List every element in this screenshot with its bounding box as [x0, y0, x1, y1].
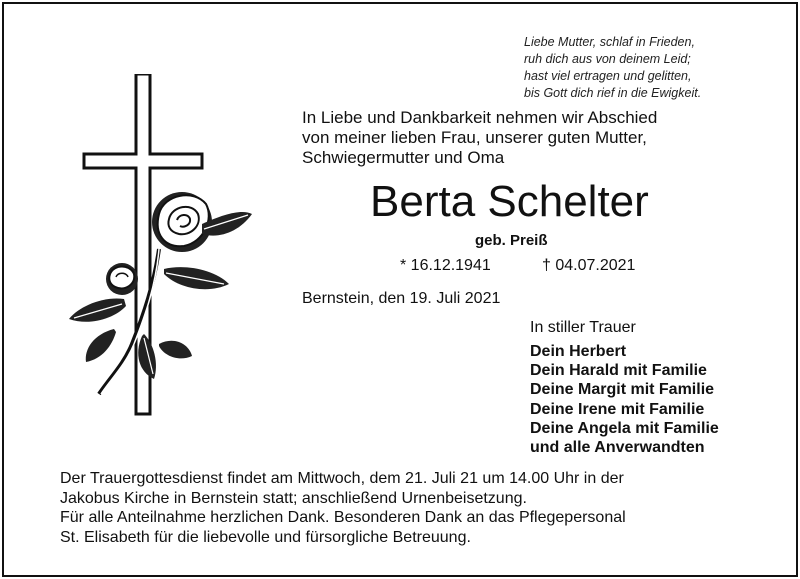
- death-date: † 04.07.2021: [542, 257, 636, 274]
- mourners-list: [530, 342, 719, 457]
- footer-line: Jakobus Kirche in Bernstein statt; anschließend Urnenbeisetzung.: [60, 489, 527, 507]
- farewell-line: Schwiegermutter und Oma: [302, 148, 505, 167]
- cross-with-rose-illustration: [64, 74, 254, 424]
- mourning-label: In stiller Trauer: [530, 319, 636, 336]
- mourner-name: und alle Anverwandten: [530, 439, 705, 457]
- footer-line: St. Elisabeth für die liebevolle und fürsorgliche Betreuung.: [60, 528, 471, 546]
- deceased-name: Berta Schelter: [370, 177, 649, 226]
- mourner-name: Deine Angela mit Familie: [530, 419, 719, 437]
- farewell-text: [302, 108, 722, 168]
- poem-line: bis Gott dich rief in die Ewigkeit.: [524, 86, 702, 100]
- poem-line: hast viel ertragen und gelitten,: [524, 69, 692, 83]
- obituary-notice: [2, 2, 798, 577]
- mourner-name: Deine Margit mit Familie: [530, 381, 715, 399]
- farewell-line: In Liebe und Dankbarkeit nehmen wir Abschied: [302, 108, 658, 127]
- mourner-name: Deine Irene mit Familie: [530, 400, 705, 418]
- maiden-name: geb. Preiß: [475, 232, 548, 249]
- poem: [524, 34, 789, 102]
- mourner-name: Dein Harald mit Familie: [530, 362, 707, 380]
- place-and-date: Bernstein, den 19. Juli 2021: [302, 290, 501, 307]
- poem-line: Liebe Mutter, schlaf in Frieden,: [524, 35, 695, 49]
- footer-line: Der Trauergottesdienst findet am Mittwoch, dem 21. Juli 21 um 14.00 Uhr in der: [60, 470, 624, 487]
- poem-line: ruh dich aus von deinem Leid;: [524, 52, 691, 66]
- footer-line: Für alle Anteilnahme herzlichen Dank. Besonderen Dank an das Pflegepersonal: [60, 509, 626, 526]
- rose-icon: [69, 192, 252, 394]
- service-information: [60, 469, 780, 547]
- mourner-name: Dein Herbert: [530, 343, 627, 360]
- farewell-line: von meiner lieben Frau, unserer guten Mutter,: [302, 128, 647, 147]
- birth-date: * 16.12.1941: [400, 257, 491, 274]
